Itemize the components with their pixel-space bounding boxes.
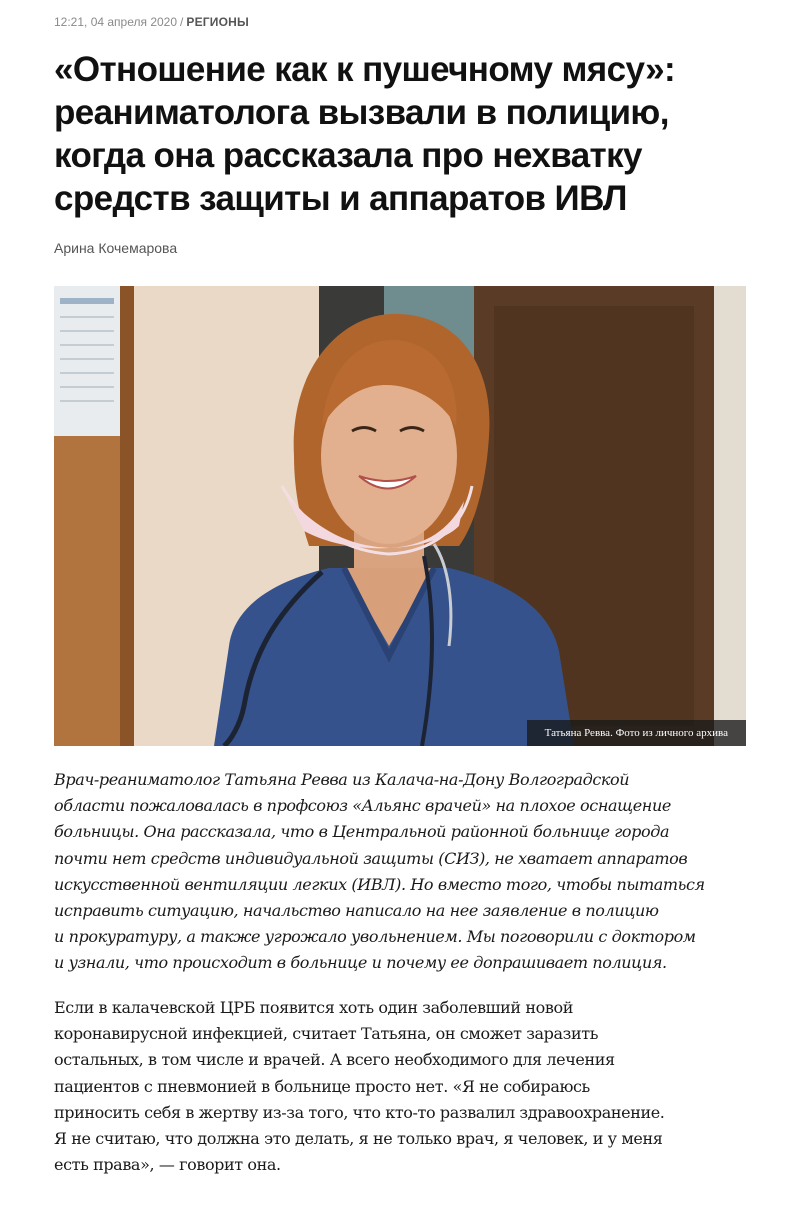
lead-line: и прокуратуру, а также угрожало увольнением. Мы поговорили с доктором [54, 927, 696, 947]
doctor-portrait-photo [54, 286, 746, 746]
lead-line: искусственной вентиляции легких (ИВЛ). Но вместо того, чтобы пытаться [54, 874, 705, 894]
title-line: средств защиты и аппаратов ИВЛ [54, 179, 627, 218]
lead-line: и узнали, что происходит в больнице и почему ее допрашивает полиция. [54, 953, 667, 973]
lead-line: почти нет средств индивидуальной защиты (СИЗ), не хватает аппаратов [54, 848, 688, 868]
article-lead [54, 767, 754, 977]
body-line: пациентов с пневмонией в больнице просто нет. «Я не собираюсь [54, 1076, 590, 1096]
lead-line: области пожаловалась в профсоюз «Альянс врачей» на плохое оснащение [54, 796, 671, 816]
title-line: когда она рассказала про нехватку [54, 136, 642, 175]
body-line: есть права», — говорит она. [54, 1155, 281, 1175]
category-link[interactable]: РЕГИОНЫ [186, 15, 249, 29]
meta-separator: / [180, 15, 184, 29]
photo-caption: Татьяна Ревва. Фото из личного архива [527, 720, 746, 746]
body-line: приносить себя в жертву из-за того, что кто-то развалил здравоохранение. [54, 1102, 665, 1122]
body-line: Если в калачевской ЦРБ появится хоть один заболевший новой [54, 998, 573, 1017]
wall-poster [54, 286, 120, 436]
publish-time: 12:21, 04 апреля 2020 [54, 15, 178, 29]
body-line: Я не считаю, что должна это делать, я не только врач, я человек, и у меня [54, 1129, 663, 1149]
lead-line: Врач-реаниматолог Татьяна Ревва из Калача-на-Дону Волгоградской [54, 770, 630, 789]
article-photo [54, 286, 746, 746]
title-line: реаниматолога вызвали в полицию, [54, 93, 669, 132]
title-line: «Отношение как к пушечному мясу»: [54, 50, 676, 89]
article-title [54, 48, 754, 220]
lead-line: исправить ситуацию, начальство написало на нее заявление в полицию [54, 901, 659, 921]
article-meta [54, 15, 249, 29]
article-body [54, 995, 754, 1178]
lead-line: больницы. Она рассказала, что в Центральной районной больнице города [54, 822, 670, 842]
body-line: остальных, в том числе и врачей. А всего необходимого для лечения [54, 1050, 615, 1070]
body-line: коронавирусной инфекцией, считает Татьяна, он сможет заразить [54, 1024, 599, 1044]
author-link[interactable]: Арина Кочемарова [54, 240, 178, 256]
